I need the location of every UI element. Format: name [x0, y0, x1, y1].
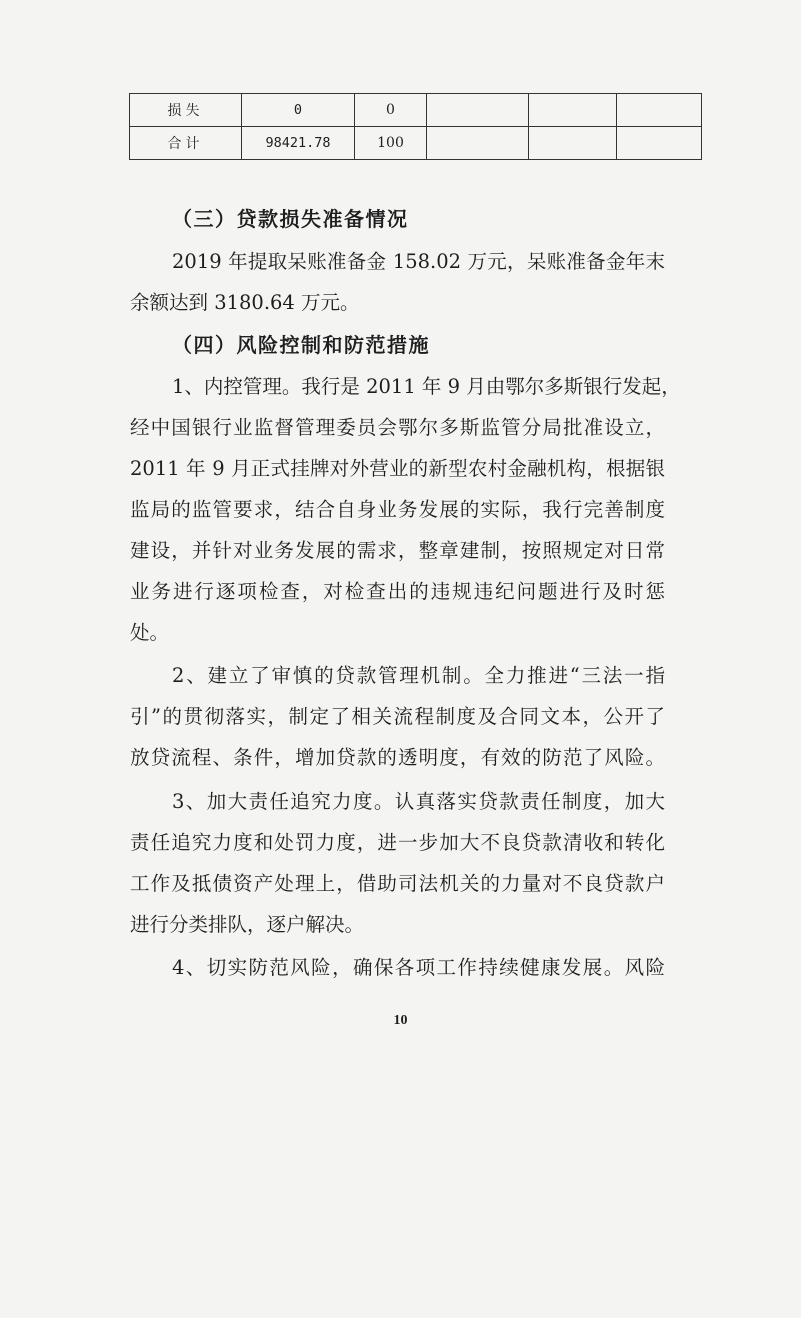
empty-cell	[529, 94, 617, 127]
page-number: 10	[393, 1013, 408, 1028]
paragraph-line: 责任追究力度和处罚力度，进一步加大不良贷款清收和转化	[130, 831, 665, 854]
paragraph-line: 2011 年 9 月正式挂牌对外营业的新型农村金融机构，根据银	[130, 457, 665, 480]
percent-cell: 0	[355, 94, 427, 127]
paragraph-line: 经中国银行业监督管理委员会鄂尔多斯监管分局批准设立，	[130, 416, 665, 439]
paragraph-line: 业务进行逐项检查，对检查出的违规违纪问题进行及时惩	[130, 580, 665, 603]
empty-cell	[427, 94, 529, 127]
paragraph-line: 进行分类排队，逐户解决。	[130, 913, 365, 936]
paragraph-line: 4、切实防范风险，确保各项工作持续健康发展。风险	[172, 956, 665, 979]
empty-cell	[427, 127, 529, 160]
empty-cell	[617, 127, 702, 160]
paragraph-line: 1、内控管理。我行是 2011 年 9 月由鄂尔多斯银行发起，	[172, 375, 681, 398]
paragraph-line: 余额达到 3180.64 万元。	[130, 291, 360, 314]
amount-cell: 98421.78	[242, 127, 355, 160]
amount-cell: 0	[242, 94, 355, 127]
empty-cell	[617, 94, 702, 127]
paragraph-line: 处。	[130, 621, 170, 644]
paragraph-line: 监局的监管要求，结合自身业务发展的实际，我行完善制度	[130, 498, 665, 521]
paragraph-line: 引”的贯彻落实，制定了相关流程制度及合同文本，公开了	[130, 705, 665, 728]
section-heading: （三）贷款损失准备情况	[172, 207, 409, 231]
row-label: 合计	[130, 127, 242, 160]
loan-classification-table	[129, 93, 702, 160]
table-row	[130, 127, 702, 160]
empty-cell	[529, 127, 617, 160]
paragraph-line: 2019 年提取呆账准备金 158.02 万元，呆账准备金年末	[172, 250, 665, 273]
paragraph-line: 3、加大责任追究力度。认真落实贷款责任制度，加大	[172, 790, 665, 813]
section-heading: （四）风险控制和防范措施	[172, 333, 430, 357]
row-label: 损失	[130, 94, 242, 127]
table-row	[130, 94, 702, 127]
paragraph-line: 放贷流程、条件，增加贷款的透明度，有效的防范了风险。	[130, 746, 665, 769]
paragraph-line: 2、建立了审慎的贷款管理机制。全力推进“三法一指	[172, 664, 665, 687]
percent-cell: 100	[355, 127, 427, 160]
paragraph-line: 建设，并针对业务发展的需求，整章建制，按照规定对日常	[130, 539, 665, 562]
paragraph-line: 工作及抵债资产处理上，借助司法机关的力量对不良贷款户	[130, 872, 665, 895]
